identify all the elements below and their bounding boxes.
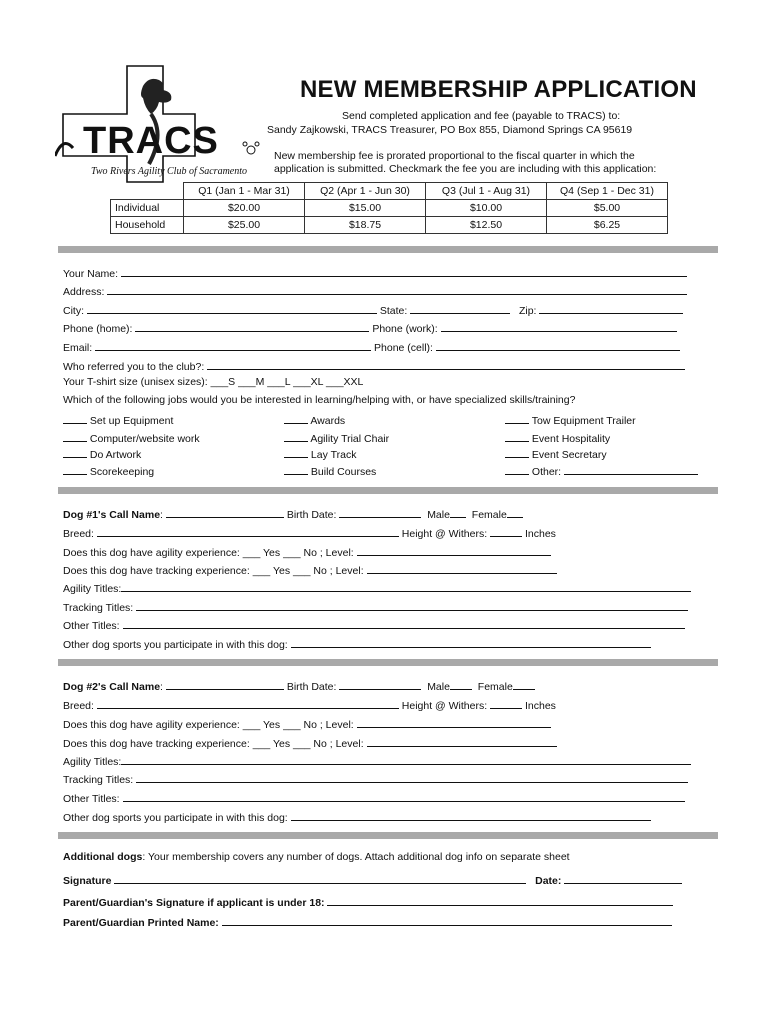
quarter-header: Q2 (Apr 1 - Jun 30) [305,183,426,200]
quarter-header: Q4 (Sep 1 - Dec 31) [547,183,668,200]
fee-cell[interactable]: $15.00 [305,200,426,217]
send-instructions: Send completed application and fee (payable to TRACS) to: [342,110,621,122]
fee-table [110,182,668,234]
dog1-call-name-field[interactable] [166,506,284,518]
dog2-height-label: Height @ Withers: [401,700,488,712]
dog1-tracking-level-field[interactable] [367,562,557,574]
dog1-tracking-exp-row [63,562,557,577]
page-title: NEW MEMBERSHIP APPLICATION [300,76,697,103]
dog2-height-field[interactable] [490,697,522,709]
dog1-tracking-titles-label: Tracking Titles: [63,602,134,614]
additional-dogs-label: Additional dogs [63,851,143,863]
dog2-call-name-row: Dog #2's Call Name: Birth Date: Male Female [63,678,535,693]
job-item[interactable]: Scorekeeping [63,463,154,478]
referred-label: Who referred you to the club?: [63,361,205,373]
tshirt-size-row[interactable]: Your T-shirt size (unisex sizes): ___S ___M ___L ___XL ___XXL [63,376,364,388]
email-label: Email: [63,342,93,354]
dog2-agility-titles-label: Agility Titles: [63,756,122,768]
dog1-other-sports-row [63,636,651,651]
dog2-call-name-label: Dog #2's Call Name [63,681,161,693]
jobs-question: Which of the following jobs would you be interested in learning/helping with, or have specialized skills/training? [63,394,576,406]
fee-header-row [111,183,668,200]
dog1-agility-exp-row [63,544,551,559]
dog2-other-sports-field[interactable] [291,809,651,821]
dog2-tracking-exp-row [63,735,557,750]
address-label: Address: [63,286,105,298]
email-row [63,339,680,354]
section-divider [58,487,718,494]
dog2-tracking-titles-row [63,771,688,786]
job-item[interactable]: Event Hospitality [505,430,610,445]
dog1-height-field[interactable] [490,525,522,537]
dog1-agility-titles-row [63,580,691,595]
address-field[interactable] [107,283,687,295]
job-item[interactable]: Tow Equipment Trailer [505,412,636,427]
phone-row [63,320,677,335]
dog1-agility-level-field[interactable] [357,544,551,556]
signature-field[interactable] [114,872,526,884]
state-field[interactable] [410,302,510,314]
phone-work-field[interactable] [441,320,677,332]
dog1-birth-date-label: Birth Date: [286,509,337,521]
dog1-height-label: Height @ Withers: [401,528,488,540]
dog2-agility-exp-row [63,716,551,731]
fee-row-individual [111,200,668,217]
parent-name-label: Parent/Guardian Printed Name: [63,917,219,929]
fee-row-label: Individual [111,200,184,217]
prorate-note-2: application is submitted. Checkmark the fee you are including with this application: [274,163,657,175]
parent-signature-label: Parent/Guardian's Signature if applicant is under 18: [63,897,325,909]
phone-home-field[interactable] [135,320,369,332]
phone-work-label: Phone (work): [372,323,438,335]
fee-cell[interactable]: $18.75 [305,217,426,234]
signature-row [63,872,682,887]
dog2-other-sports-label: Other dog sports you participate in with this dog: [63,812,288,824]
fee-cell[interactable]: $25.00 [184,217,305,234]
dog1-breed-label: Breed: [63,528,94,540]
fee-cell[interactable]: $5.00 [547,200,668,217]
prorate-note-1: New membership fee is prorated proportional to the fiscal quarter in which the [274,150,635,162]
zip-label: Zip: [518,305,537,317]
logo-text: TRACS [83,120,219,162]
quarter-header: Q1 (Jan 1 - Mar 31) [184,183,305,200]
dog1-male-check[interactable] [450,506,466,518]
dog1-breed-field[interactable] [97,525,399,537]
dog1-male-label: Male [427,509,450,521]
dog2-birth-date-label: Birth Date: [286,681,337,693]
dog2-male-label: Male [427,681,450,693]
section-divider [58,659,718,666]
dog2-agility-level-field[interactable] [357,716,551,728]
name-row [63,265,687,280]
dog1-agility-titles-field[interactable] [121,580,691,592]
fee-cell[interactable]: $10.00 [426,200,547,217]
dog1-other-titles-label: Other Titles: [63,620,120,632]
treasurer-address: Sandy Zajkowski, TRACS Treasurer, PO Box 855, Diamond Springs CA 95619 [267,124,633,136]
fee-cell[interactable]: $20.00 [184,200,305,217]
referred-row [63,358,685,373]
parent-signature-field[interactable] [327,894,673,906]
state-label: State: [379,305,408,317]
additional-dogs-text: : Your membership covers any number of dogs. Attach additional dog info on separate sheet [142,851,570,863]
job-item[interactable]: Awards [284,412,345,427]
date-label: Date: [535,875,562,887]
fee-cell[interactable]: $12.50 [426,217,547,234]
dog2-male-check[interactable] [450,678,472,690]
dog1-other-sports-label: Other dog sports you participate in with this dog: [63,639,288,651]
zip-field[interactable] [539,302,683,314]
address-row [63,283,687,298]
dog1-inches-label: Inches [524,528,556,540]
job-item[interactable]: Event Secretary [505,446,607,461]
dog2-inches-label: Inches [524,700,556,712]
quarter-header: Q3 (Jul 1 - Aug 31) [426,183,547,200]
dog2-female-label: Female [477,681,513,693]
job-item[interactable]: Do Artwork [63,446,141,461]
fee-cell[interactable]: $6.25 [547,217,668,234]
parent-name-field[interactable] [222,914,672,926]
dog1-other-titles-row [63,617,685,632]
date-field[interactable] [564,872,682,884]
dog2-birth-date-field[interactable] [339,678,421,690]
dog1-tracking-exp-label[interactable]: Does this dog have tracking experience: ___ Yes ___ No ; Level: [63,565,364,577]
dog1-female-label: Female [471,509,507,521]
dog2-other-titles-row [63,790,685,805]
job-item[interactable]: Set up Equipment [63,412,173,427]
dog2-tracking-exp-label[interactable]: Does this dog have tracking experience: ___ Yes ___ No ; Level: [63,738,364,750]
dog2-other-titles-label: Other Titles: [63,793,120,805]
name-field[interactable] [121,265,687,277]
dog2-breed-label: Breed: [63,700,94,712]
dog2-breed-row [63,697,556,712]
additional-dogs-note [63,851,570,863]
dog1-agility-titles-label: Agility Titles: [63,583,122,595]
dog1-tracking-titles-field[interactable] [136,599,688,611]
dog1-tracking-titles-row [63,599,688,614]
phone-cell-label: Phone (cell): [374,342,433,354]
dog2-agility-titles-row [63,753,691,768]
dog1-call-name-row: Dog #1's Call Name: Birth Date: Male Female [63,506,523,521]
dog2-other-sports-row [63,809,651,824]
city-row [63,302,683,317]
dog2-tracking-level-field[interactable] [367,735,557,747]
dog2-other-titles-field[interactable] [123,790,685,802]
dog1-other-titles-field[interactable] [123,617,685,629]
dog2-agility-exp-label[interactable]: Does this dog have agility experience: ___ Yes ___ No ; Level: [63,719,354,731]
dog2-tracking-titles-field[interactable] [136,771,688,783]
parent-signature-row [63,894,673,909]
fee-row-label: Household [111,217,184,234]
dog1-birth-date-field[interactable] [339,506,421,518]
section-divider [58,832,718,839]
phone-home-label: Phone (home): [63,323,133,335]
dog1-call-name-label: Dog #1's Call Name [63,509,161,521]
city-field[interactable] [87,302,377,314]
dog2-call-name-field[interactable] [166,678,284,690]
signature-label: Signature [63,875,112,887]
job-item[interactable]: Computer/website work [63,430,200,445]
logo-subtitle: Two Rivers Agility Club of Sacramento [91,166,248,177]
parent-name-row [63,914,672,929]
dog1-agility-exp-label[interactable]: Does this dog have agility experience: ___ Yes ___ No ; Level: [63,547,354,559]
dog1-female-check[interactable] [507,506,523,518]
dog2-agility-titles-field[interactable] [121,753,691,765]
name-label: Your Name: [63,268,119,280]
job-item[interactable]: Build Courses [284,463,376,478]
club-logo [55,64,265,184]
job-item[interactable]: Lay Track [284,446,356,461]
job-item[interactable]: Other: [505,463,698,478]
dog1-other-sports-field[interactable] [291,636,651,648]
dog1-breed-row [63,525,556,540]
city-label: City: [63,305,84,317]
dog2-breed-field[interactable] [97,697,399,709]
job-item[interactable]: Agility Trial Chair [284,430,389,445]
referred-field[interactable] [207,358,685,370]
email-field[interactable] [95,339,371,351]
phone-cell-field[interactable] [436,339,680,351]
section-divider [58,246,718,253]
dog2-female-check[interactable] [513,678,535,690]
fee-row-household [111,217,668,234]
dog2-tracking-titles-label: Tracking Titles: [63,774,134,786]
